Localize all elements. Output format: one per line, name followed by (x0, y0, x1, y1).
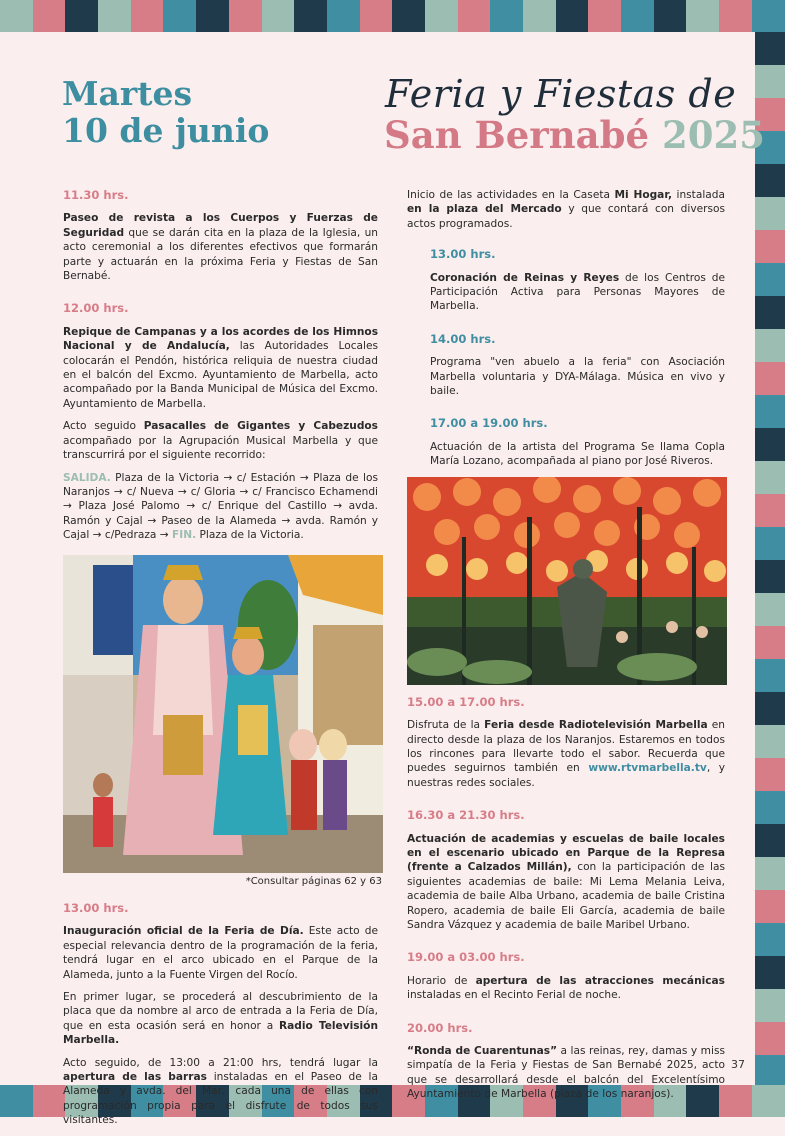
photo-caption: *Consultar páginas 62 y 63 (245, 875, 382, 887)
border-tile (755, 692, 785, 725)
event-description: Repique de Campanas y a los acordes de los Himnos Nacional y de Andalucía, las Autoridades Locales colocarán el Pendón, histórica reliquia de nuestra ciudad en el balcón del Excmo. Ayuntamiento de Marbella, acto acompañado por la Banda Municipal de Música del Excmo. Ayuntamiento de Marbella. (63, 325, 378, 410)
border-tile (755, 197, 785, 230)
event-description: Inauguración oficial de la Feria de Día. Este acto de especial relevancia dentro de la programación de la feria, tendrá lugar en el arco ubicado en el Parque de la Alameda, junto a la Fuente Virgen del Rocío. (63, 925, 379, 981)
border-tile (33, 1085, 66, 1117)
border-tile (755, 362, 785, 395)
border-tile (755, 593, 785, 626)
border-tile (755, 296, 785, 329)
border-tile (523, 0, 556, 32)
event-description: Programa "ven abuelo a la feria" con Asociación Marbella voluntaria y DYA-Málaga. Música en vivo y baile. (430, 356, 725, 398)
border-tile (163, 0, 196, 32)
border-tile (131, 0, 164, 32)
border-tile (0, 0, 33, 32)
border-tile (755, 923, 785, 956)
border-tile (458, 0, 491, 32)
feria-name: San Bernabé (384, 113, 650, 157)
date-weekday: Martes (62, 74, 193, 113)
event-time: 16.30 a 21.30 hrs. (407, 808, 525, 823)
event-time: 14.00 hrs. (430, 331, 496, 346)
border-tile (755, 791, 785, 824)
event-description: Acto seguido Pasacalles de Gigantes y Cabezudos acompañado por la Agrupación Musical Marbella y que transcurrirá por el siguiente recorrido: (63, 420, 378, 462)
event-time: 11.30 hrs. (63, 188, 129, 202)
border-tile (490, 0, 523, 32)
border-tile (556, 0, 589, 32)
border-tile (327, 0, 360, 32)
border-tile (755, 1055, 785, 1088)
event-description: Paseo de revista a los Cuerpos y Fuerzas de Seguridad que se darán cita en la plaza de la Iglesia, un acto ceremonial a los diferentes efectivos que formarán parte y actuarán en la próxima Feria y Fiestas de San Bernabé. (63, 212, 378, 283)
border-tile (755, 824, 785, 857)
page-date-title (62, 75, 269, 149)
giants-parade-photo (63, 555, 383, 873)
right-column (407, 188, 725, 1110)
border-tile (755, 956, 785, 989)
event-time: 13.00 hrs. (430, 247, 496, 262)
senior-events (407, 239, 725, 468)
border-tile (755, 989, 785, 1022)
feria-year: 2025 (661, 113, 765, 157)
border-tile (621, 0, 654, 32)
border-tile (755, 230, 785, 263)
border-tile (360, 0, 393, 32)
border-tile (294, 0, 327, 32)
border-tile (755, 263, 785, 296)
feria-script-title: Feria y Fiestas de (385, 72, 737, 116)
border-tile (755, 65, 785, 98)
page-number: 37 (731, 1058, 745, 1071)
event-description: Coronación de Reinas y Reyes de los Centros de Participación Activa para Personas Mayores de Marbella. (430, 271, 725, 313)
border-tile (755, 758, 785, 791)
border-tile (654, 0, 687, 32)
border-tile (588, 0, 621, 32)
border-tile (755, 659, 785, 692)
date-day: 10 de junio (62, 111, 270, 150)
event-description: En primer lugar, se procederá al descubrimiento de la placa que da nombre al arco de entrada a la Feria de Día, que en esta ocasión será en honor a Radio Televisión Marbella. (63, 990, 378, 1047)
event-description: Acto seguido, de 13:00 a 21:00 hrs, tendrá lugar la apertura de las barras instaladas en el Paseo de la Alameda y avda. del Mar, cada una de ellas con programación propia para el disfrute de todos sus visitantes. (63, 1056, 378, 1127)
border-tile (755, 428, 785, 461)
border-tile (752, 1085, 785, 1117)
border-tile (0, 1085, 33, 1117)
border-tile (755, 1022, 785, 1055)
rtv-website-link[interactable]: www.rtvmarbella.tv (588, 762, 707, 775)
parade-route: SALIDA. Plaza de la Victoria → c/ Estación → Plaza de los Naranjos → c/ Nueva → c/ Gloria → c/ Francisco Echamendi → Plaza José Palomo → c/ Enrique del Castillo → avda. Ramón y Cajal → Paseo de la Alameda → avda. Ramón y Cajal → c/Pedraza → FIN. Plaza de la Victoria. (63, 471, 378, 542)
fair-lanterns-photo (407, 477, 727, 685)
top-pattern-border (0, 0, 785, 32)
border-tile (755, 461, 785, 494)
event-time: 19.00 a 03.00 hrs. (407, 950, 525, 965)
border-tile (392, 0, 425, 32)
right-pattern-border (755, 32, 785, 1085)
border-tile (755, 164, 785, 197)
border-tile (752, 0, 785, 32)
event-time: 12.00 hrs. (63, 301, 129, 316)
border-tile (755, 395, 785, 428)
event-description: Inicio de las actividades en la Caseta Mi Hogar, instalada en la plaza del Mercado y que contará con diversos actos programados. (407, 189, 725, 230)
event-description: Actuación de la artista del Programa Se llama Copla María Lozano, acompañada al piano por José Riveros. (430, 440, 725, 468)
border-tile (755, 626, 785, 659)
event-description: Horario de apertura de las atracciones mecánicas instaladas en el Recinto Ferial de noche. (407, 974, 725, 1002)
border-tile (755, 857, 785, 890)
border-tile (33, 0, 66, 32)
event-time: 20.00 hrs. (407, 1020, 473, 1035)
event-description: Disfruta de la Feria desde Radiotelevisión Marbella en directo desde la plaza de los Naranjos. Estaremos en todos los rincones para llevarte todo el sabor. Recuerda que puedes seguirnos también en www.rtvmarbella.tv, y nuestras redes sociales. (407, 719, 725, 789)
event-time: 15.00 a 17.00 hrs. (407, 694, 525, 709)
border-tile (755, 890, 785, 923)
border-tile (755, 494, 785, 527)
event-time: 17.00 a 19.00 hrs. (430, 416, 548, 431)
border-tile (755, 329, 785, 362)
border-tile (196, 0, 229, 32)
border-tile (719, 0, 752, 32)
border-tile (755, 527, 785, 560)
event-description: Actuación de academias y escuelas de baile locales en el escenario ubicado en Parque de la Represa (frente a Calzados Millán), con la participación de las siguientes academias de baile: Mi Lema Melania Leiva, academia de baile Alba Urbano, academia de baile Cristina Ropero, academia de baile Eli García, academia de baile Sandra Vázquez y academia de baile Maribel Urbano. (407, 832, 725, 931)
border-tile (65, 0, 98, 32)
left-column (63, 188, 382, 1136)
border-tile (229, 0, 262, 32)
border-tile (98, 0, 131, 32)
feria-name-logo (384, 113, 765, 157)
border-tile (686, 0, 719, 32)
border-tile (262, 0, 295, 32)
border-tile (425, 0, 458, 32)
border-tile (755, 725, 785, 758)
border-tile (755, 32, 785, 65)
event-description: “Ronda de Cuarentunas” a las reinas, rey, damas y miss simpatía de la Feria y Fiestas de San Bernabé 2025, acto que se desarrollará desde el balcón del Excelentísimo Ayuntamiento de Marbella (plaza de los naranjos). (407, 1045, 725, 1101)
border-tile (755, 560, 785, 593)
event-time: 13.00 hrs. (63, 900, 129, 915)
